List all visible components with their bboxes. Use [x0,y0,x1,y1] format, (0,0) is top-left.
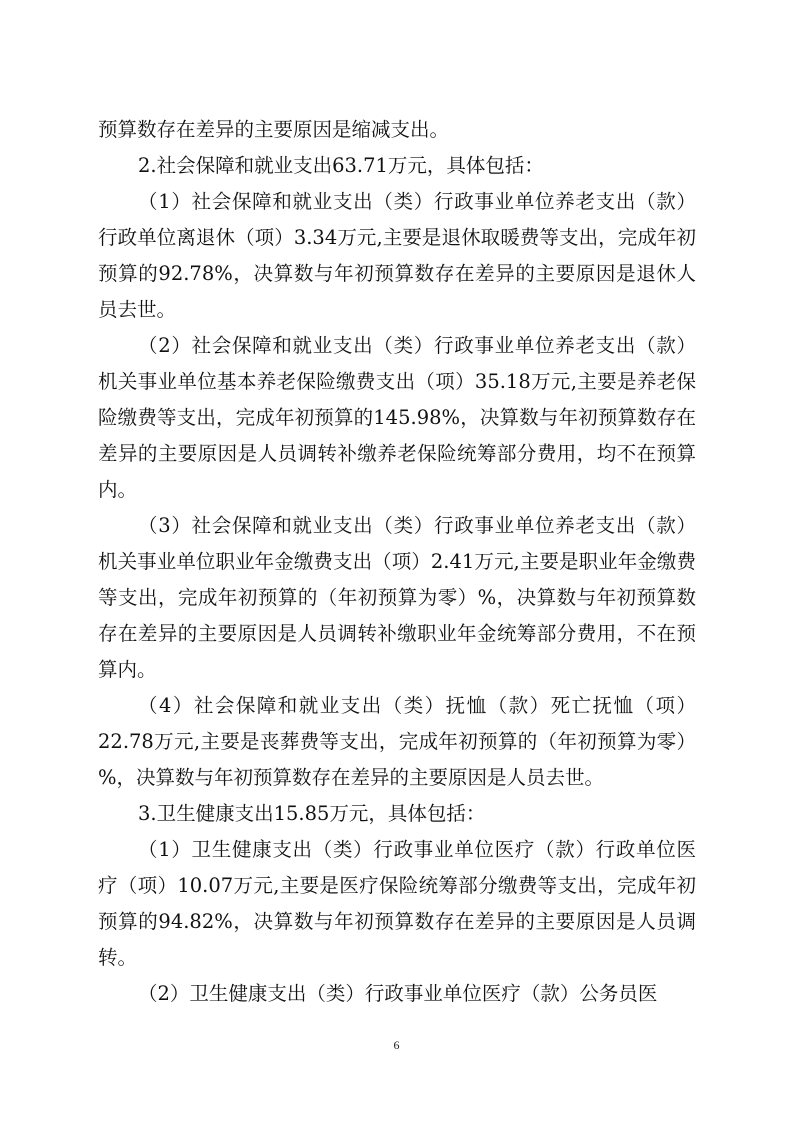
paragraph-continuation: 预算数存在差异的主要原因是缩减支出。 [98,118,450,141]
paragraph-item-3: （3）社会保障和就业支出（类）行政事业单位养老支出（款）机关事业单位职业年金缴费支出（项）2.41万元,主要是职业年金缴费等支出，完成年初预算的（年初预算为零）%，决算数与年初预算数存在差异的主要原因是人员调转补缴职业年金统筹部分费用，不在预算内。 [98,514,696,681]
paragraph-item-1: （1）社会保障和就业支出（类）行政事业单位养老支出（款）行政单位离退休（项）3.34万元,主要是退休取暖费等支出，完成年初预算的92.78%，决算数与年初预算数存在差异的主要原因是退休人员去世。 [98,190,696,321]
paragraph-item-4: （4）社会保障和就业支出（类）抚恤（款）死亡抚恤（项）22.78万元,主要是丧葬费等支出，完成年初预算的（年初预算为零）%，决算数与年初预算数存在差异的主要原因是人员去世。 [98,694,696,789]
paragraph-item-2: （2）社会保障和就业支出（类）行政事业单位养老支出（款）机关事业单位基本养老保险缴费支出（项）35.18万元,主要是养老保险缴费等支出，完成年初预算的145.98%，决算数与年初预算数存在差异的主要原因是人员调转补缴养老保险统筹部分费用，均不在预算内。 [98,334,696,501]
section-heading-social-security: 2.社会保障和就业支出63.71万元，具体包括： [138,154,544,177]
paragraph-health-item-1: （1）卫生健康支出（类）行政事业单位医疗（款）行政单位医疗（项）10.07万元,主要是医疗保险统筹部分缴费等支出，完成年初预算的94.82%，决算数与年初预算数存在差异的主要原因是人员调转。 [98,838,696,969]
section-heading-health: 3.卫生健康支出15.85万元，具体包括： [138,802,486,825]
page-number: 6 [393,1038,400,1052]
paragraph-health-item-2: （2）卫生健康支出（类）行政事业单位医疗（款）公务员医 [138,982,658,1005]
body-text [98,112,696,1012]
